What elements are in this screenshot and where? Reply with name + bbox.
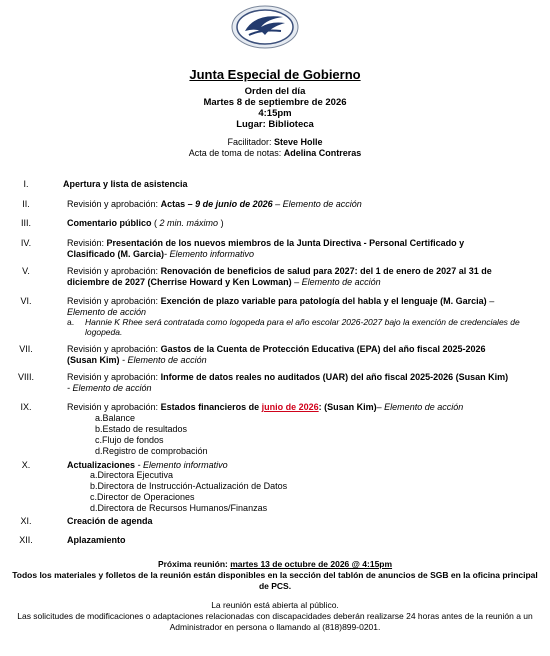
agenda-item-6-note: a. Hannie K Rhee será contratada como logopeda para el año escolar 2026-2027 bajo la exención de credenciales de logopeda. xyxy=(67,317,520,337)
agenda-item-10-subitems: a.Directora Ejecutiva b.Directora de Instrucción-Actualización de Datos c.Director de Operaciones d.Directora de Recursos Humanos/Finanzas xyxy=(90,470,288,513)
meeting-date: Martes 8 de septiembre de 2026 xyxy=(203,97,347,108)
accommodations-notice: Las solicitudes de modificaciones o adaptaciones relacionadas con discapacidades deberán realizarse 24 horas antes de la reunión a un Administrador en persona o llamando al (818)899-0201. xyxy=(17,611,533,632)
school-logo-icon xyxy=(231,5,299,49)
meeting-time: 4:15pm xyxy=(258,108,292,119)
page-title: Junta Especial de Gobierno xyxy=(189,67,361,82)
materials-notice: Todos los materiales y folletos de la reunión están disponibles en la sección del tablón de anuncios de SGB en la oficina principal de PCS. xyxy=(12,570,538,591)
facilitator: Facilitador: Steve Holle xyxy=(227,137,323,147)
open-meeting-notice: La reunión está abierta al público. xyxy=(211,600,339,610)
agenda-item-9-subitems: a.Balance b.Estado de resultados c.Flujo de fondos d.Registro de comprobación xyxy=(95,413,208,456)
next-meeting: Próxima reunión: martes 13 de octubre de 2026 @ 4:15pm xyxy=(157,559,393,569)
notes-taker: Acta de toma de notas: Adelina Contreras xyxy=(188,148,362,158)
agenda-label: Orden del día xyxy=(244,86,306,97)
meeting-location: Lugar: Biblioteca xyxy=(236,119,314,130)
